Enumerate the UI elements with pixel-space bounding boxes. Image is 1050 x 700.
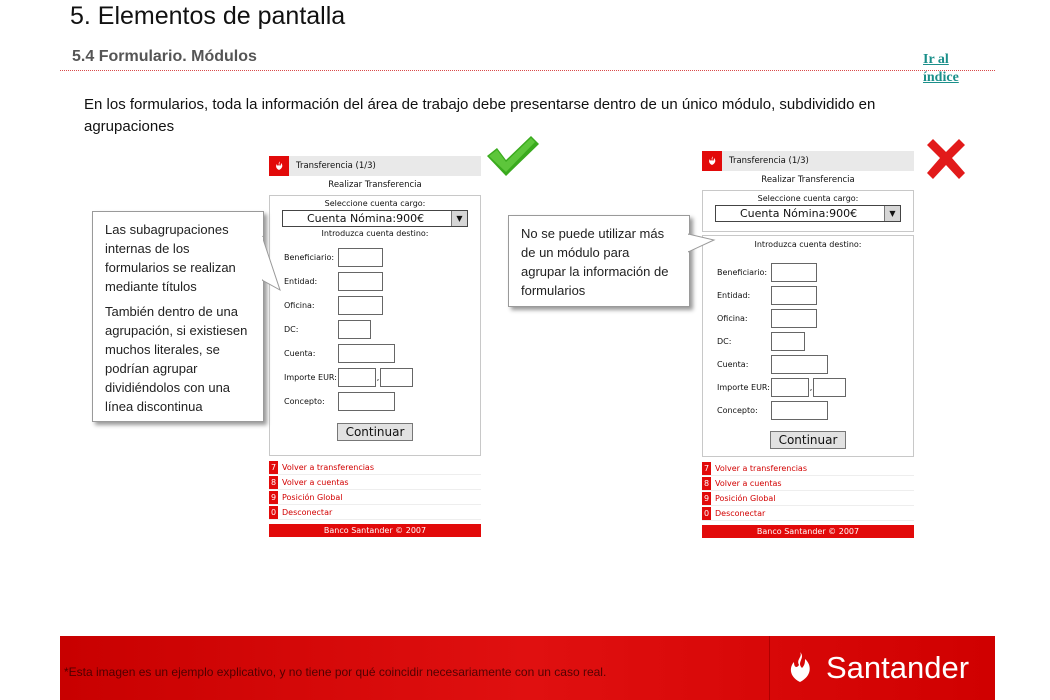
dropdown-arrow-icon[interactable]: ▼ [451, 211, 467, 226]
form-module [269, 195, 481, 456]
concepto-input[interactable] [771, 401, 828, 420]
callout-text-titles: Las subagrupaciones internas de los formularios se realizan mediante títulos [105, 222, 236, 294]
callout-text-dashed-line: También dentro de una agrupación, si existiesen muchos literales, se podrían agrupar dividiéndolos con una línea discontinua [105, 304, 248, 414]
intro-text: En los formularios, toda la información del área de trabajo debe presentarse dentro de un único módulo, subdividido en agrupaciones [84, 96, 876, 135]
account-select-value: Cuenta Nómina:900€ [307, 212, 425, 225]
form-row-oficina [703, 307, 913, 330]
form-row-entidad [270, 269, 480, 293]
callout-subgroups [92, 211, 264, 422]
section-title: 5.4 Formulario. Módulos [72, 48, 257, 65]
santander-flame-icon [782, 650, 818, 686]
form-row-dc [270, 317, 480, 341]
santander-flame-icon [269, 156, 289, 176]
link-desconectar[interactable] [269, 505, 481, 520]
label-beneficiario: Beneficiario: [284, 252, 335, 262]
santander-flame-icon [702, 151, 722, 171]
oficina-input[interactable] [771, 309, 817, 328]
link-label: Desconectar [282, 507, 333, 517]
santander-logo [782, 650, 969, 686]
label-oficina: Oficina: [717, 314, 748, 323]
screen-title: Transferencia (1/3) [296, 161, 376, 171]
label-dc: DC: [284, 324, 299, 334]
beneficiario-input[interactable] [771, 263, 817, 282]
disclaimer-text: *Esta imagen es un ejemplo explicativo, y no tiene por qué coincidir necesariamente con un caso real. [64, 665, 607, 679]
beneficiario-input[interactable] [338, 248, 383, 267]
callout-pointer [262, 230, 284, 300]
entidad-input[interactable] [771, 286, 817, 305]
link-posicion-global[interactable] [702, 491, 914, 506]
form-row-concepto [270, 389, 480, 413]
form-row-importe [703, 376, 913, 399]
link-volver-cuentas[interactable] [269, 475, 481, 490]
screen-header [702, 151, 914, 171]
label-importe: Importe EUR: [717, 383, 770, 392]
shortcut-number: 8 [270, 477, 277, 487]
label-importe: Importe EUR: [284, 372, 337, 382]
form-row-importe [270, 365, 480, 389]
form-row-cuenta [703, 353, 913, 376]
brand-name: Santander [826, 650, 970, 685]
form-row-entidad [703, 284, 913, 307]
shortcut-number: 7 [703, 463, 710, 473]
account-select[interactable] [715, 205, 901, 222]
link-label: Volver a cuentas [715, 478, 782, 488]
label-concepto: Concepto: [717, 406, 758, 415]
nav-links [702, 461, 914, 521]
page-title: 5. Elementos de pantalla [70, 2, 346, 30]
entidad-input[interactable] [338, 272, 383, 291]
link-label: Volver a transferencias [282, 462, 375, 472]
form-row-dc [703, 330, 913, 353]
link-volver-cuentas[interactable] [702, 476, 914, 491]
dc-input[interactable] [338, 320, 371, 339]
label-cuenta: Cuenta: [284, 348, 316, 358]
oficina-input[interactable] [338, 296, 383, 315]
form-row-concepto [703, 399, 913, 422]
label-entidad: Entidad: [717, 291, 751, 300]
screen-title: Transferencia (1/3) [729, 156, 809, 166]
link-volver-transferencias[interactable] [702, 461, 914, 476]
importe-cents-input[interactable] [813, 378, 846, 397]
callout-text-modules: No se puede utilizar más de un módulo para agrupar la información de formularios [521, 226, 669, 298]
label-concepto: Concepto: [284, 396, 325, 406]
continue-button[interactable]: Continuar [770, 431, 846, 449]
label-beneficiario: Beneficiario: [717, 268, 768, 277]
label-dc: DC: [717, 337, 732, 346]
destination-module [702, 235, 914, 457]
cuenta-input[interactable] [338, 344, 395, 363]
decimal-comma: , [809, 383, 813, 392]
callout-pointer [688, 230, 718, 260]
link-volver-transferencias[interactable] [269, 460, 481, 475]
decimal-comma: , [376, 372, 380, 382]
dropdown-arrow-icon[interactable]: ▼ [884, 206, 900, 221]
destination-label: Introduzca cuenta destino: [754, 240, 862, 249]
mockup-incorrect [702, 151, 914, 538]
link-label: Posición Global [282, 492, 343, 502]
link-label: Volver a cuentas [282, 477, 349, 487]
account-select[interactable] [282, 210, 468, 227]
link-posicion-global[interactable] [269, 490, 481, 505]
screen-footer: Banco Santander © 2007 [702, 525, 914, 538]
form-row-cuenta [270, 341, 480, 365]
screen-header [269, 156, 481, 176]
index-link[interactable]: Ir al índice [923, 52, 959, 85]
screen-footer: Banco Santander © 2007 [269, 524, 481, 537]
label-entidad: Entidad: [284, 276, 318, 286]
shortcut-number: 9 [703, 493, 710, 503]
check-mark-icon [485, 134, 541, 180]
footer-banner [60, 636, 995, 700]
importe-cents-input[interactable] [380, 368, 413, 387]
shortcut-number: 0 [703, 508, 710, 518]
cuenta-input[interactable] [771, 355, 828, 374]
screen-subtitle: Realizar Transferencia [761, 175, 855, 185]
select-label: Seleccione cuenta cargo: [757, 194, 859, 203]
label-cuenta: Cuenta: [717, 360, 749, 369]
banner-divider [769, 636, 770, 700]
shortcut-number: 7 [270, 462, 277, 472]
x-mark-icon [924, 137, 968, 181]
form-row-oficina [270, 293, 480, 317]
link-label: Volver a transferencias [715, 463, 808, 473]
nav-links [269, 460, 481, 520]
importe-euros-input[interactable] [338, 368, 376, 387]
concepto-input[interactable] [338, 392, 395, 411]
continue-button[interactable]: Continuar [337, 423, 413, 441]
dotted-divider [60, 70, 995, 71]
link-label: Desconectar [715, 508, 766, 518]
dc-input[interactable] [771, 332, 805, 351]
form-row-beneficiario [703, 261, 913, 284]
destination-label: Introduzca cuenta destino: [321, 229, 429, 238]
label-oficina: Oficina: [284, 300, 315, 310]
shortcut-number: 8 [703, 478, 710, 488]
account-module [702, 190, 914, 232]
select-label: Seleccione cuenta cargo: [324, 199, 426, 208]
account-select-value: Cuenta Nómina:900€ [740, 207, 858, 220]
callout-multiple-modules [508, 215, 690, 307]
link-label: Posición Global [715, 493, 776, 503]
form-row-beneficiario [270, 245, 480, 269]
shortcut-number: 9 [270, 492, 277, 502]
shortcut-number: 0 [270, 507, 277, 517]
mockup-correct [269, 156, 481, 537]
link-desconectar[interactable] [702, 506, 914, 521]
importe-euros-input[interactable] [771, 378, 809, 397]
screen-subtitle: Realizar Transferencia [328, 180, 422, 190]
